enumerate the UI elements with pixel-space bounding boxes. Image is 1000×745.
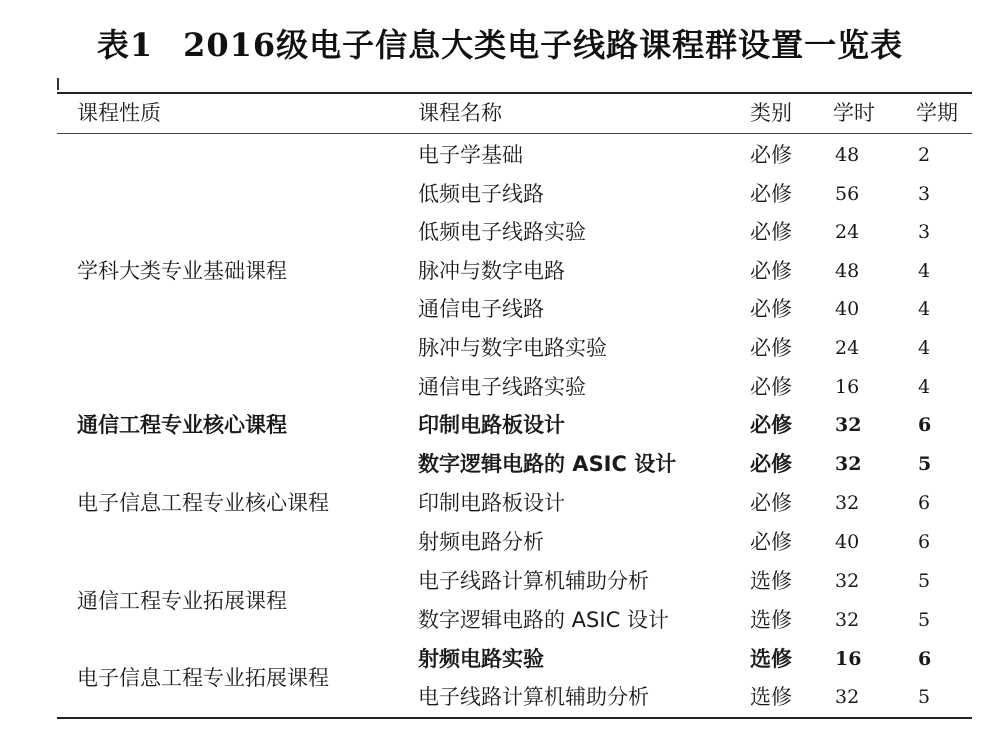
course-hours: 24: [835, 337, 860, 359]
course-type: 必修: [750, 182, 792, 206]
course-type: 必修: [750, 143, 792, 167]
course-hours: 40: [835, 531, 860, 553]
course-type: 必修: [750, 375, 792, 399]
course-name: 低频电子线路实验: [418, 220, 586, 244]
course-term: 6: [918, 414, 932, 436]
course-term: 5: [918, 570, 931, 592]
course-name: 通信电子线路实验: [418, 375, 586, 399]
course-term: 4: [918, 337, 931, 359]
course-hours: 48: [835, 260, 860, 282]
course-name: 电子学基础: [418, 143, 523, 167]
course-term: 5: [918, 453, 932, 475]
table-number: 表1: [96, 26, 154, 64]
course-name: 数字逻辑电路的 ASIC 设计: [418, 608, 669, 632]
course-name: 电子线路计算机辅助分析: [418, 685, 649, 709]
group-label: 电子信息工程专业拓展课程: [77, 666, 329, 690]
header-category: 类别: [750, 101, 792, 125]
course-hours: 16: [835, 376, 860, 398]
course-name: 低频电子线路: [418, 182, 544, 206]
course-hours: 32: [835, 414, 862, 436]
course-type: 必修: [750, 530, 792, 554]
course-name: 印制电路板设计: [418, 491, 565, 515]
course-type: 必修: [750, 220, 792, 244]
course-term: 2: [918, 144, 931, 166]
group-label: 电子信息工程专业核心课程: [77, 491, 329, 515]
course-type: 必修: [750, 452, 792, 476]
course-term: 5: [918, 609, 931, 631]
course-hours: 32: [835, 686, 860, 708]
course-type: 必修: [750, 413, 792, 437]
course-term: 5: [918, 686, 931, 708]
course-type: 必修: [750, 336, 792, 360]
course-hours: 56: [835, 183, 860, 205]
course-hours: 32: [835, 570, 860, 592]
course-term: 6: [918, 492, 931, 514]
course-term: 6: [918, 531, 931, 553]
course-term: 6: [918, 648, 932, 670]
header-course-name: 课程名称: [418, 101, 502, 125]
course-name: 印制电路板设计: [418, 413, 565, 437]
course-type: 选修: [750, 647, 792, 671]
course-type: 选修: [750, 569, 792, 593]
course-hours: 32: [835, 453, 862, 475]
header-rule: [57, 133, 972, 134]
course-name: 脉冲与数字电路: [418, 259, 565, 283]
table-caption: [0, 20, 1000, 66]
course-term: 4: [918, 376, 931, 398]
course-term: 4: [918, 260, 931, 282]
course-hours: 32: [835, 609, 860, 631]
course-term: 3: [918, 221, 931, 243]
course-hours: 48: [835, 144, 860, 166]
course-name: 通信电子线路: [418, 297, 544, 321]
corner-mark: [57, 78, 59, 90]
course-type: 选修: [750, 685, 792, 709]
header-term: 学期: [916, 101, 958, 125]
course-term: 4: [918, 298, 931, 320]
course-name: 数字逻辑电路的 ASIC 设计: [418, 452, 677, 476]
course-type: 必修: [750, 297, 792, 321]
top-rule: [57, 92, 972, 94]
course-name: 脉冲与数字电路实验: [418, 336, 607, 360]
course-type: 必修: [750, 491, 792, 515]
table-title: 2016级电子信息大类电子线路课程群设置一览表: [183, 26, 904, 64]
course-name: 射频电路分析: [418, 530, 544, 554]
course-name: 电子线路计算机辅助分析: [418, 569, 649, 593]
group-label: 通信工程专业核心课程: [77, 413, 287, 437]
course-hours: 24: [835, 221, 860, 243]
group-label: 学科大类专业基础课程: [77, 259, 287, 283]
header-nature: 课程性质: [77, 101, 161, 125]
course-hours: 16: [835, 648, 862, 670]
course-hours: 40: [835, 298, 860, 320]
course-type: 必修: [750, 259, 792, 283]
header-hours: 学时: [833, 101, 875, 125]
course-term: 3: [918, 183, 931, 205]
bottom-rule: [57, 717, 972, 719]
course-hours: 32: [835, 492, 860, 514]
course-type: 选修: [750, 608, 792, 632]
course-name: 射频电路实验: [418, 647, 544, 671]
group-label: 通信工程专业拓展课程: [77, 589, 287, 613]
